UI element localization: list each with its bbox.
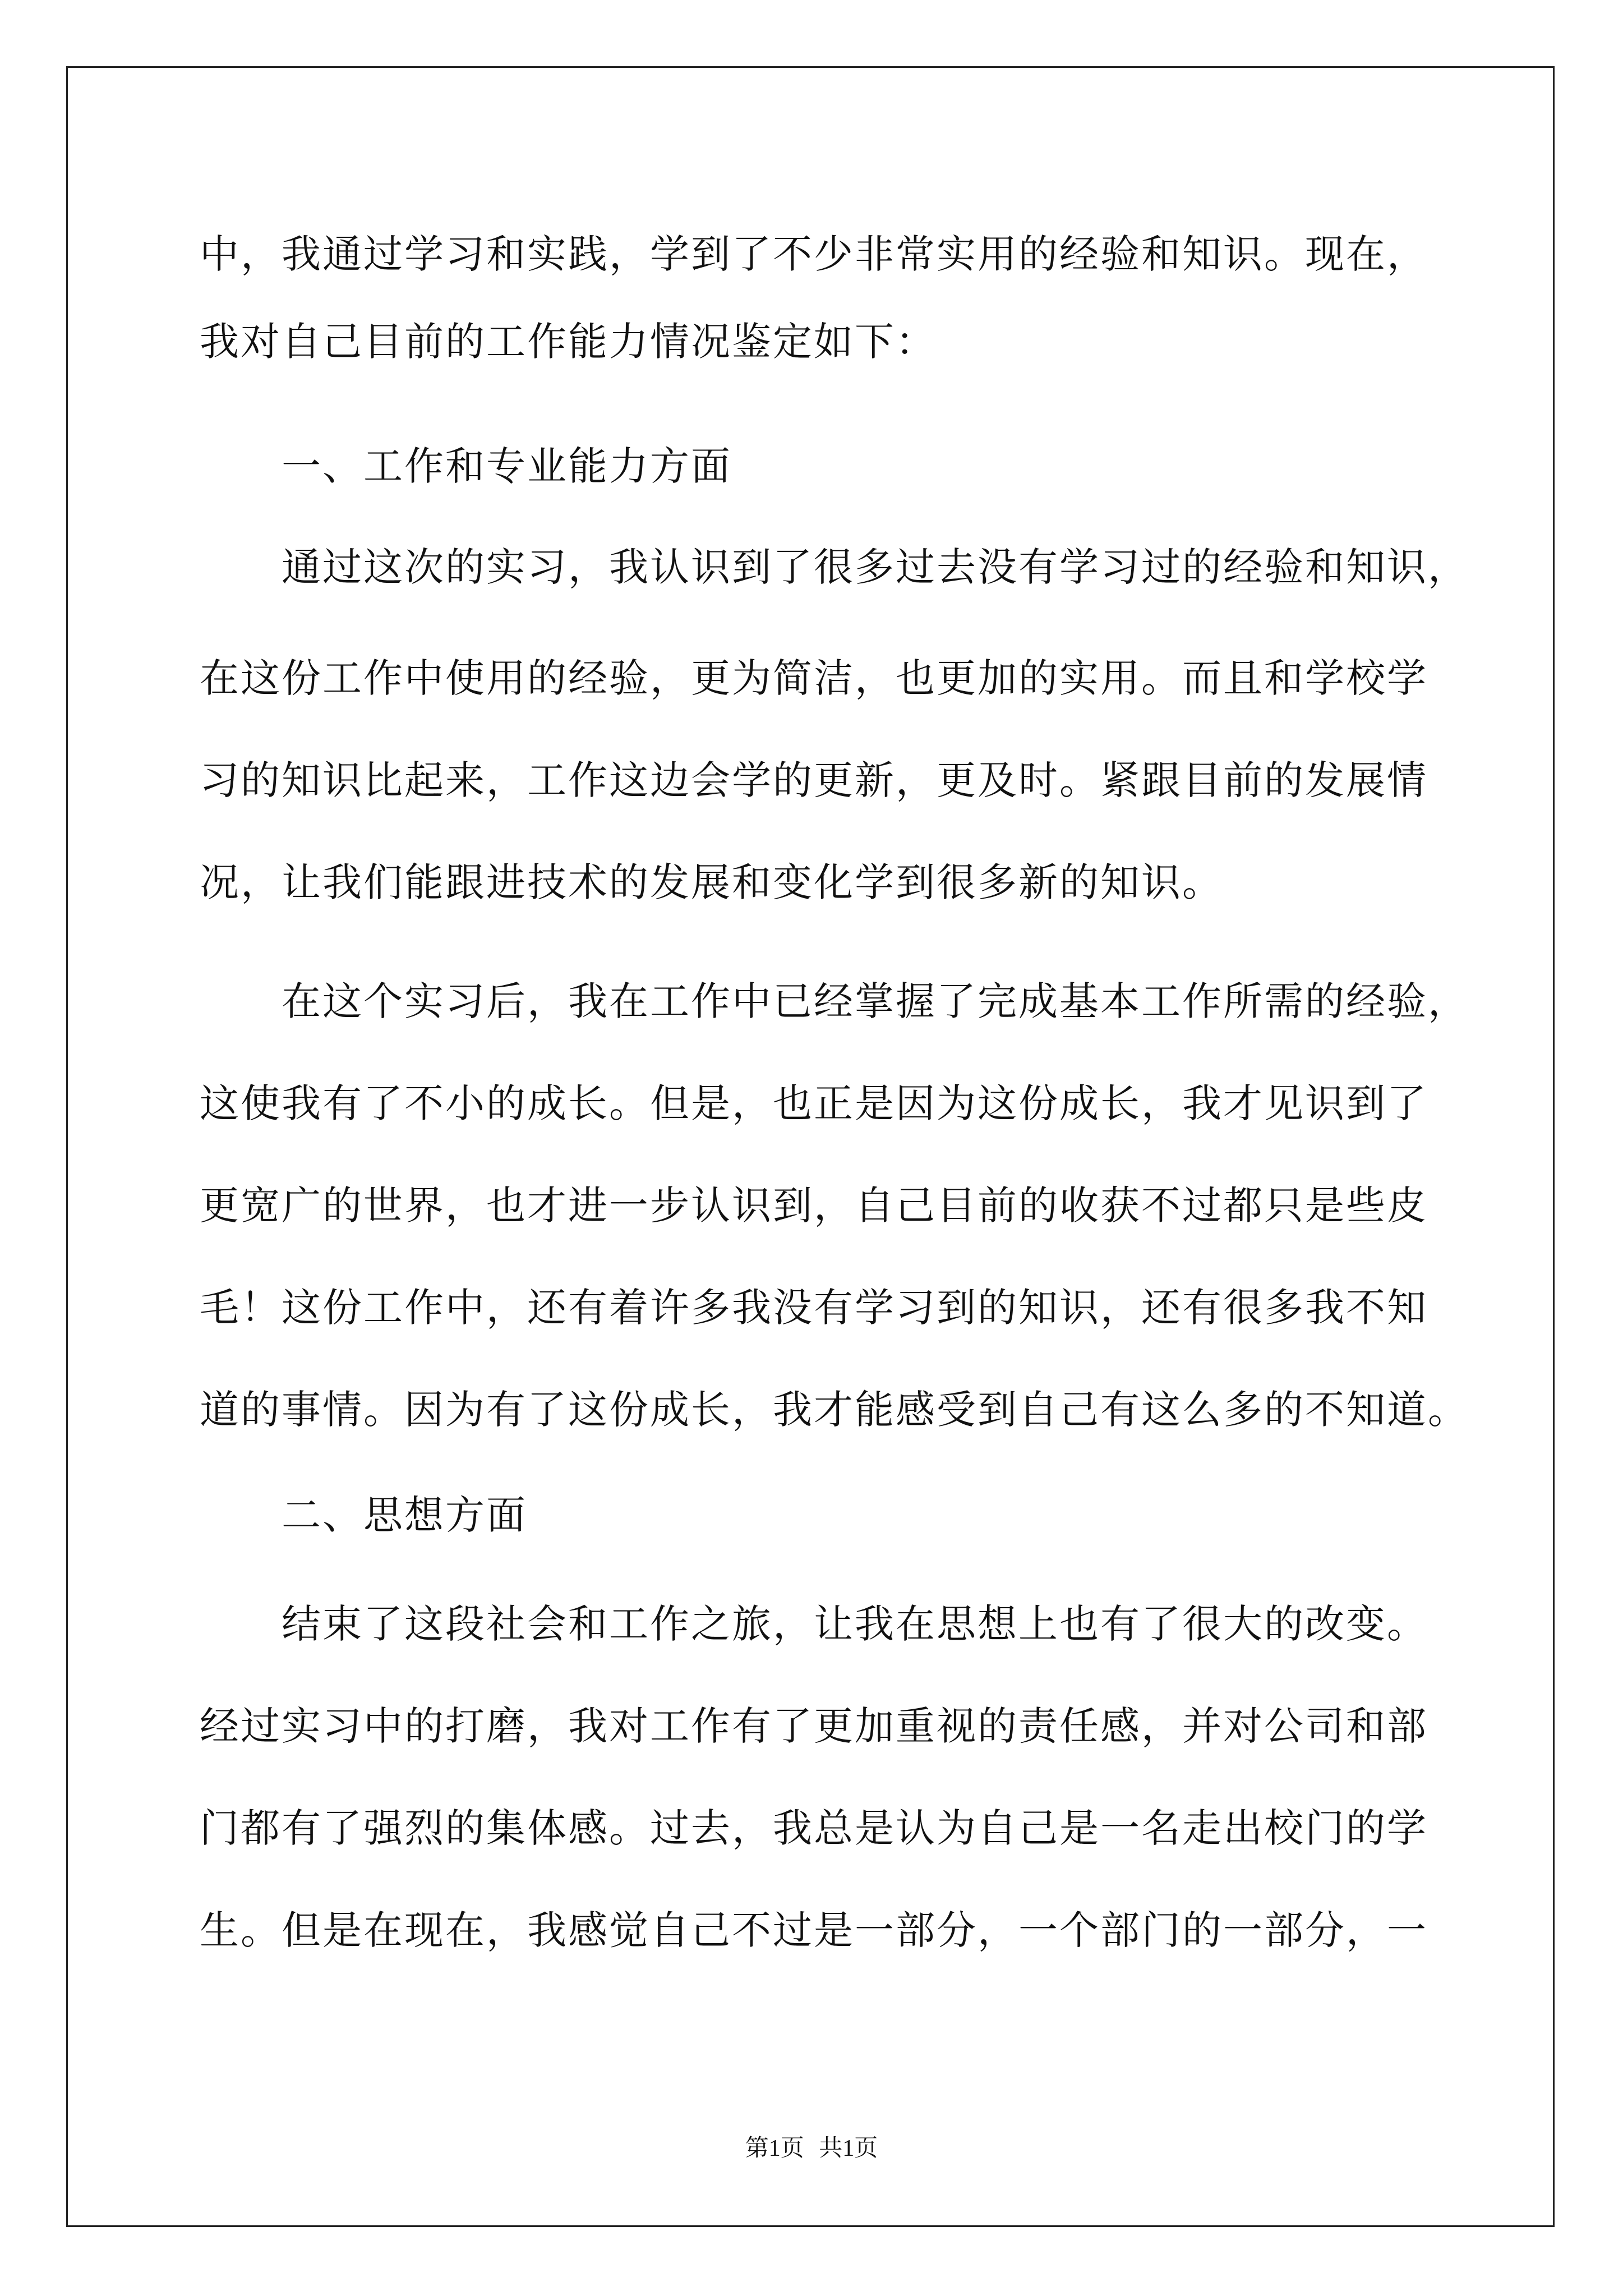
page-total: 共1页 xyxy=(819,2136,878,2161)
text-line: 这使我有了不小的成长。但是，也正是因为这份成长，我才见识到了 xyxy=(200,1080,1428,1126)
text-line: 经过实习中的打磨，我对工作有了更加重视的责任感，并对公司和部 xyxy=(200,1703,1428,1749)
text-line: 况，让我们能跟进技术的发展和变化学到很多新的知识。 xyxy=(200,859,1223,905)
text-line: 习的知识比起来，工作这边会学的更新，更及时。紧跟目前的发展情 xyxy=(200,757,1428,803)
page-number: 第1页 xyxy=(745,2136,804,2161)
text-line: 通过这次的实习，我认识到了很多过去没有学习过的经验和知识， xyxy=(282,544,1469,590)
text-line: 门都有了强烈的集体感。过去，我总是认为自己是一名走出校门的学 xyxy=(200,1805,1428,1851)
text-line: 生。但是在现在，我感觉自己不过是一部分，一个部门的一部分，一 xyxy=(200,1907,1428,1953)
text-line: 我对自己目前的工作能力情况鉴定如下： xyxy=(200,319,937,365)
text-line: 在这份工作中使用的经验，更为简洁，也更加的实用。而且和学校学 xyxy=(200,655,1428,701)
page-footer xyxy=(0,2132,1623,2165)
text-line: 道的事情。因为有了这份成长，我才能感受到自己有这么多的不知道。 xyxy=(200,1387,1469,1433)
text-line: 在这个实习后，我在工作中已经掌握了完成基本工作所需的经验， xyxy=(282,978,1469,1024)
text-line: 更宽广的世界，也才进一步认识到，自己目前的收获不过都只是些皮 xyxy=(200,1182,1428,1228)
text-line: 毛！这份工作中，还有着许多我没有学习到的知识，还有很多我不知 xyxy=(200,1285,1428,1331)
section-heading: 一、工作和专业能力方面 xyxy=(282,443,732,489)
text-line: 结束了这段社会和工作之旅，让我在思想上也有了很大的改变。 xyxy=(282,1601,1428,1647)
section-heading: 二、思想方面 xyxy=(282,1492,527,1538)
page-border xyxy=(66,66,1555,2227)
text-line: 中，我通过学习和实践，学到了不少非常实用的经验和知识。现在， xyxy=(200,231,1428,277)
